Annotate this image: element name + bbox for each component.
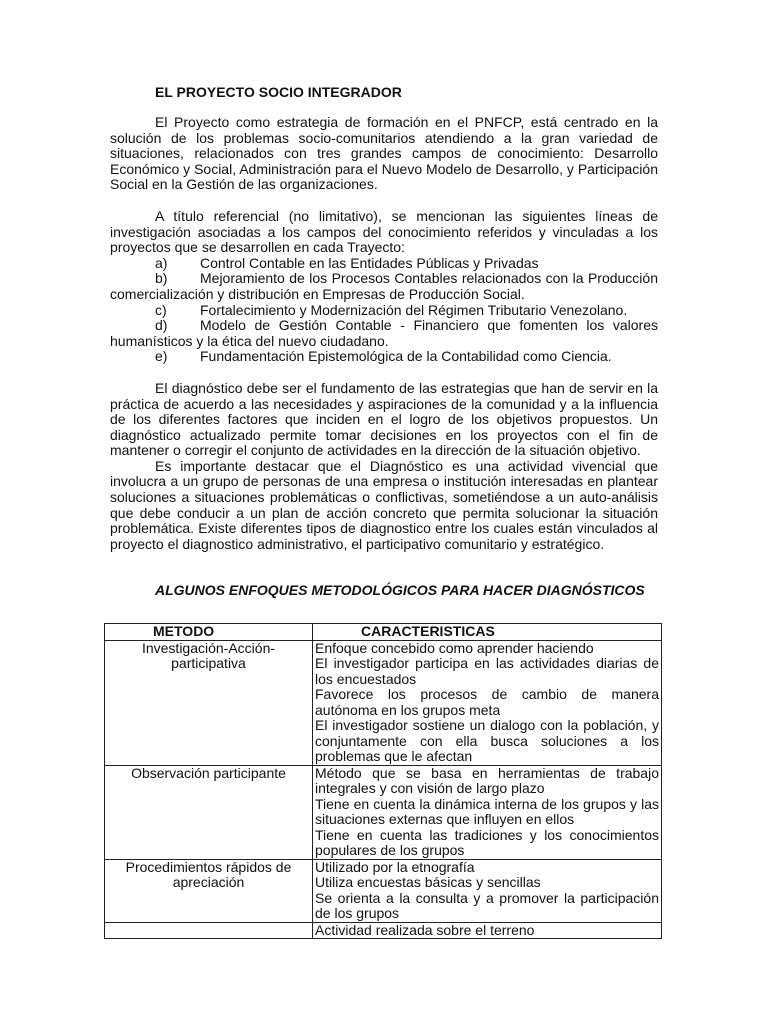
characteristic-line: El investigador sostiene un dialogo con la población, y conjuntamente con ella busca soluciones a los problemas que le afectan [315, 717, 659, 764]
characteristics-cell [313, 922, 662, 939]
list-item-text: Mejoramiento de los Procesos Contables relacionados con la Producción comercialización y distribución en Empresas de Producción Social. [110, 270, 658, 302]
section-subtitle: ALGUNOS ENFOQUES METODOLÓGICOS PARA HACER DIAGNÓSTICOS [155, 582, 645, 599]
characteristic-line: Utiliza encuestas básicas y sencillas [315, 874, 541, 890]
list-item [110, 318, 658, 349]
document-body [110, 84, 658, 610]
list-item-text: Modelo de Gestión Contable - Financiero que fomenten los valores humanísticos y la ética del nuevo ciudadano. [110, 317, 658, 349]
characteristic-line: Utilizado por la etnografía [315, 858, 475, 875]
list-item-label: b) [155, 270, 168, 287]
characteristics-cell [313, 640, 662, 765]
list-item [110, 271, 658, 302]
list-item-text: Control Contable en las Entidades Públicas y Privadas [200, 254, 539, 271]
characteristic-line: El investigador participa en las actividades diarias de los encuestados [315, 655, 659, 687]
characteristic-line: Enfoque concebido como aprender haciendo [315, 639, 594, 656]
research-lines-list [110, 256, 658, 365]
table-row [105, 640, 662, 765]
list-item-text: Fundamentación Epistemológica de la Contabilidad como Ciencia. [200, 348, 612, 365]
paragraph-intro: El Proyecto como estrategia de formación en el PNFCP, está centrado en la solución de los problemas socio-comunitarios atendiendo a la gran variedad de situaciones, relacionados con tres grandes campos de conocimiento: Desarrollo Económico y Social, Administración para el Nuevo Modelo de Desarrollo, y Participación Social en la Gestión de las organizaciones. [110, 114, 658, 193]
list-item [110, 256, 658, 272]
list-item [110, 349, 658, 365]
characteristics-cell [313, 859, 662, 922]
paragraph-diagnostic: El diagnóstico debe ser el fundamento de las estrategias que han de servir en la práctica de acuerdo a las necesidades y aspiraciones de la comunidad y a la influencia de los diferentes factores que inciden en el logro de los objetivos propuestos. Un diagnóstico actualizado permite tomar decisiones en los proyectos con el fin de mantener o corregir el conjunto de actividades en la dirección de la situación objetivo. [110, 379, 658, 459]
table-row [105, 859, 662, 922]
paragraph-diagnostic-types: Es importante destacar que el Diagnóstico es una actividad vivencial que involucra a un grupo de personas de una empresa o institución interesadas en plantear soluciones a situaciones problemáticas o conflictivas, sometiéndose a un auto-análisis que debe conducir a un plan de acción concreto que permita solucionar la situación problemática. Existe diferentes tipos de diagnostico entre los cuales están vinculados al proyecto el diagnostico administrativo, el participativo comunitario y estratégico. [110, 457, 658, 552]
method-cell [105, 922, 313, 939]
list-item [110, 303, 658, 319]
list-item-text: Fortalecimiento y Modernización del Régimen Tributario Venezolano. [200, 301, 628, 318]
characteristic-line: Tiene en cuenta la dinámica interna de los grupos y las situaciones externas que influyen en ellos [315, 795, 659, 827]
characteristic-line: Favorece los procesos de cambio de manera autónoma en los grupos meta [315, 686, 659, 718]
paragraph-lines-intro: A título referencial (no limitativo), se mencionan las siguientes líneas de investigación asociadas a los campos del conocimiento referidos y vinculadas a los proyectos que se desarrollen en cada Trayecto: [110, 207, 658, 256]
table-row [105, 765, 662, 859]
column-header-characteristics: CARACTERISTICAS [313, 624, 662, 641]
document-title: EL PROYECTO SOCIO INTEGRADOR [155, 84, 402, 100]
method-cell: Observación participante [105, 765, 313, 859]
characteristic-line: Método que se basa en herramientas de trabajo integrales y con visión de largo plazo [315, 764, 659, 796]
list-item-label: d) [155, 317, 168, 334]
table-row [105, 922, 662, 939]
method-cell: Investigación-Acción-participativa [105, 640, 313, 765]
characteristic-line: Se orienta a la consulta y a promover la participación de los grupos [315, 889, 659, 921]
methods-table [104, 623, 662, 939]
list-item-label: c) [155, 301, 167, 318]
characteristic-line: Actividad realizada sobre el terreno [315, 921, 535, 938]
method-cell: Procedimientos rápidos de apreciación [105, 859, 313, 922]
characteristics-cell [313, 765, 662, 859]
column-header-method: METODO [105, 624, 313, 641]
table-header-row [105, 624, 662, 641]
list-item-label: a) [155, 254, 168, 271]
characteristic-line: Tiene en cuenta las tradiciones y los conocimientos populares de los grupos [315, 826, 659, 858]
list-item-label: e) [155, 348, 168, 365]
